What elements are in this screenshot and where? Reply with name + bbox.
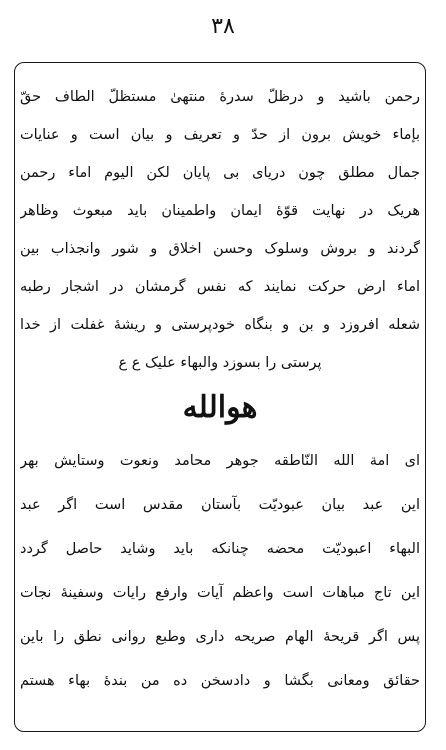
text-line: حقائق ومعانی بگشا و دادسخن ده من بندۀ بهاء هستم [20, 673, 420, 689]
text-line: این تاج مباهات است واعظم آیات وارفع رایات وسفینۀ نجات [20, 585, 420, 601]
text-line: البهاء اعبودیّت محضه چنانکه باید وشاید حاصل گردد [20, 541, 420, 557]
text-line: هریک در نهایت قوّۀ ایمان واطمینان باید مبعوث وظاهر [20, 203, 420, 219]
closing-line: پرستی را بسوزد والبهاء علیک ع ع [118, 355, 322, 371]
text-line: ای امة الله النّاطقه جوهر محامد ونعوت وستایش بهر [20, 453, 420, 469]
text-line: رحمن باشید و درظلّ سدرۀ منتهیٰ مستظلّ الطاف حقّ [20, 89, 420, 105]
heading-huwallah: هوالله [182, 390, 258, 425]
text-line: شعله افروزد و بن و بنگاه خودپرستی و ریشۀ غفلت از خدا [20, 317, 420, 333]
text-line: جمال مطلق چون دریای بی پایان لکن الیوم اماء رحمن [20, 165, 420, 181]
text-line: بإماء خویش برون از حدّ و تعریف و بیان است و عنایات [20, 127, 420, 143]
page-number: ۳۸ [211, 14, 235, 39]
text-line: پس اگر قریحۀ الهام صریحه داری وطبع روانی نطق را باین [20, 629, 420, 645]
text-line: گردند و بروش وسلوک وحسن اخلاق و شور وانجذاب بین [20, 241, 420, 257]
text-line: اماء ارض حرکت نمایند که نفس گرمشان در اشجار رطبه [20, 279, 420, 295]
text-line: این عبد بیان عبودیّت بآستان مقدس است اگر عبد [20, 497, 420, 513]
